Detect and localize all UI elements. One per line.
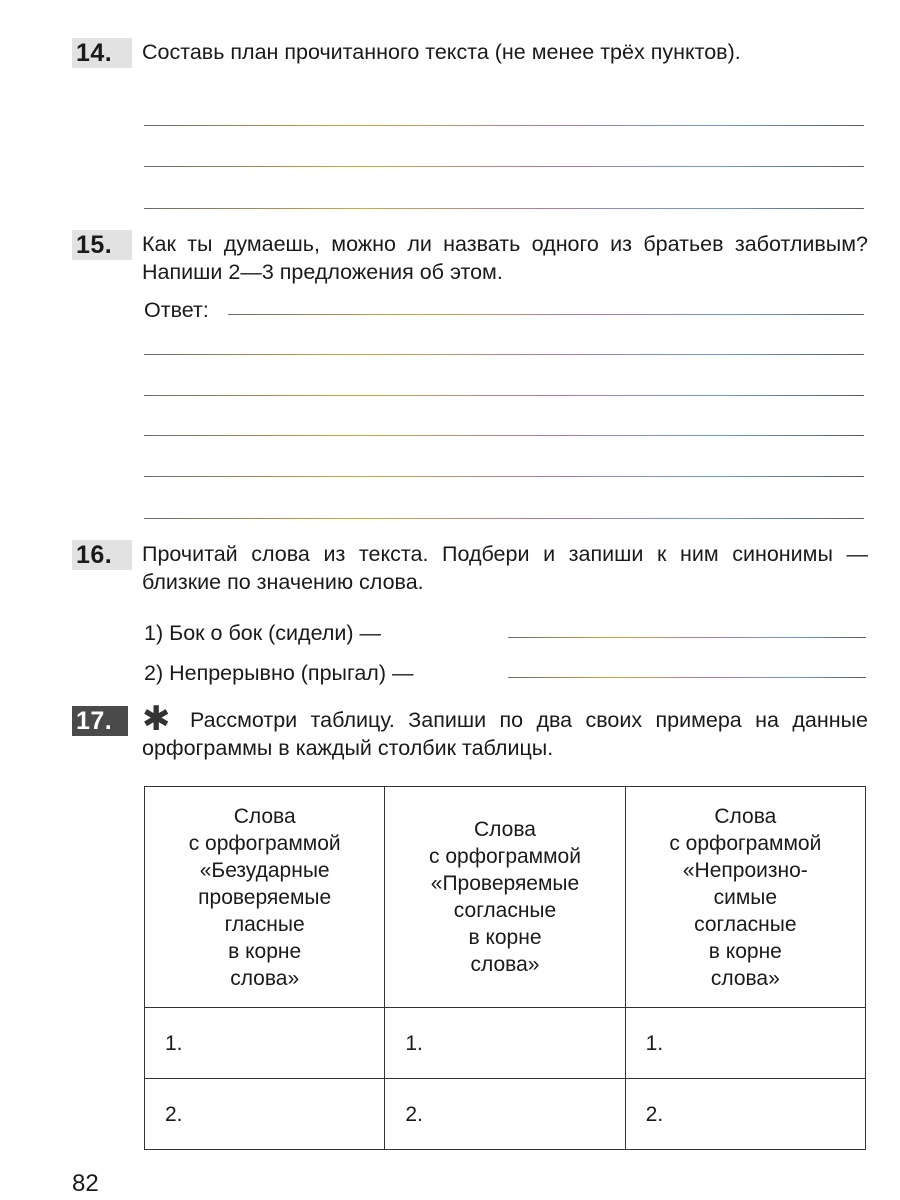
page-number: 82: [72, 1170, 99, 1197]
answer-line[interactable]: [144, 518, 864, 519]
task-number: 15.: [72, 230, 132, 260]
synonym-item-1: 1) Бок о бок (сидели) —: [144, 621, 382, 645]
column-header: Слова с орфограммой «Безударные проверяемые гласные в корне слова»: [145, 787, 385, 1008]
orthogram-table: [144, 786, 866, 1150]
synonym-item-2: 2) Непрерывно (прыгал) —: [144, 661, 414, 685]
table-row: [145, 1079, 866, 1150]
answer-line[interactable]: [508, 637, 866, 638]
table-cell[interactable]: 1.: [385, 1008, 625, 1079]
table-cell[interactable]: 2.: [625, 1079, 865, 1150]
answer-line[interactable]: [144, 125, 864, 126]
table-cell[interactable]: 1.: [145, 1008, 385, 1079]
column-header: Слова с орфограммой «Непроизно- симые согласные в корне слова»: [625, 787, 865, 1008]
star-icon: ✱: [142, 700, 171, 738]
answer-line[interactable]: [144, 208, 864, 209]
answer-line[interactable]: [144, 354, 864, 355]
answer-line[interactable]: [144, 166, 864, 167]
answer-line[interactable]: [144, 395, 864, 396]
task-number: 14.: [72, 38, 132, 68]
table-header-row: [145, 787, 866, 1008]
table-cell[interactable]: 2.: [145, 1079, 385, 1150]
answer-line[interactable]: [144, 435, 864, 436]
column-header: Слова с орфограммой «Проверяемые согласные в корне слова»: [385, 787, 625, 1008]
answer-line[interactable]: [144, 476, 864, 477]
task-number: 17.: [72, 706, 128, 736]
task-number: 16.: [72, 540, 132, 570]
answer-label: Ответ:: [144, 298, 209, 322]
answer-line[interactable]: [508, 677, 866, 678]
table-cell[interactable]: 1.: [625, 1008, 865, 1079]
table-cell[interactable]: 2.: [385, 1079, 625, 1150]
table-row: [145, 1008, 866, 1079]
task-instruction: Рассмотри таблицу. Запиши по два своих примера на данные орфограммы в каждый столбик таблицы.: [142, 708, 868, 760]
task-instruction: Как ты думаешь, можно ли назвать одного из братьев заботливым? Напиши 2—3 предложения об этом.: [142, 232, 868, 284]
task-instruction: Прочитай слова из текста. Подбери и запиши к ним синонимы — близкие по значению слова.: [142, 542, 868, 594]
answer-line[interactable]: [228, 314, 864, 315]
task-instruction: Составь план прочитанного текста (не менее трёх пунктов).: [142, 40, 741, 64]
